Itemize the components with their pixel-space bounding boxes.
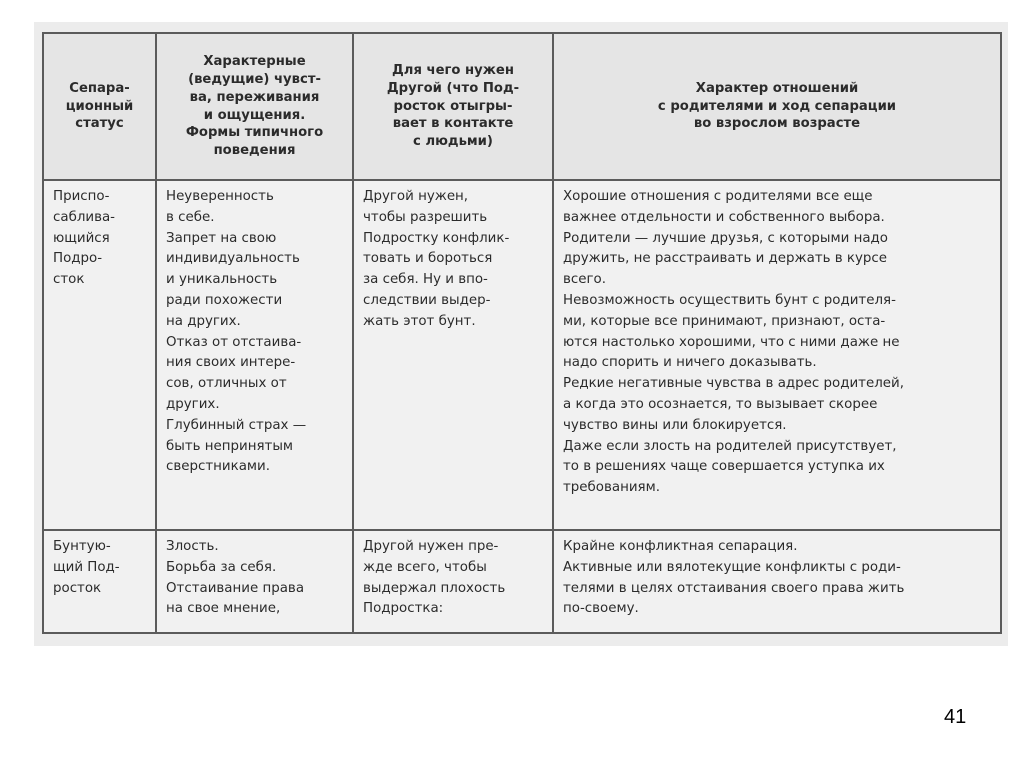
text-line: Отказ от отстаива-: [166, 334, 302, 350]
text-line: Подростка:: [363, 601, 444, 617]
header-status: [43, 33, 156, 180]
text-line: Родители — лучшие друзья, с которыми надо: [563, 230, 888, 246]
text-line: Другой (что Под-: [386, 80, 520, 96]
text-line: с людьми): [413, 134, 493, 150]
text-line: Бунтую-: [53, 539, 111, 554]
header-parent-relations: [553, 33, 1001, 180]
text-line: Запрет на свою: [166, 230, 277, 246]
text-line: важнее отдельности и собственного выбора.: [563, 209, 885, 225]
text-line: на других.: [166, 313, 241, 329]
text-line: (ведущие) чувст-: [188, 71, 321, 87]
text-line: сов, отличных от: [166, 376, 287, 392]
text-line: следствии выдер-: [363, 292, 491, 308]
text-line: телями в целях отстаивания своего права жить: [563, 580, 905, 596]
cell-parent-relations: [553, 530, 1001, 633]
text-line: ются настолько хорошими, что с ними даже не: [563, 334, 900, 350]
text-line: Формы типичного: [185, 125, 324, 141]
text-line: Сепара-: [69, 80, 130, 96]
text-line: Хорошие отношения с родителями все еще: [563, 189, 873, 204]
text-line: жать этот бунт.: [363, 313, 476, 329]
text-line: щий Под-: [53, 559, 120, 575]
text-line: с родителями и ход сепарации: [657, 98, 897, 114]
text-line: Приспо-: [53, 189, 110, 204]
text-line: Редкие негативные чувства в адрес родителей,: [563, 376, 904, 392]
text-line: индивидуальность: [166, 251, 300, 267]
text-line: ющийся: [53, 230, 110, 246]
text-line: ва, переживания: [189, 89, 320, 105]
cell-other-role: [353, 530, 553, 633]
page-number: 41: [944, 706, 967, 728]
text-line: дружить, не расстраивать и держать в курсе: [563, 251, 888, 267]
text-line: саблива-: [53, 209, 116, 225]
text-line: росток: [53, 580, 102, 596]
text-line: Даже если злость на родителей присутствует,: [563, 438, 897, 454]
header-other-role: [353, 33, 553, 180]
text-line: сверстниками.: [166, 459, 270, 475]
text-line: выдержал плохость: [363, 580, 506, 596]
text-line: Крайне конфликтная сепарация.: [563, 539, 798, 554]
text-line: вает в контакте: [392, 116, 514, 132]
text-line: в себе.: [166, 209, 215, 225]
text-line: ми, которые все принимают, признают, оста-: [563, 313, 886, 329]
text-line: товать и бороться: [363, 251, 493, 267]
text-line: всего.: [563, 272, 606, 288]
text-line: сток: [53, 272, 85, 288]
text-line: ради похожести: [166, 292, 283, 308]
text-line: Другой нужен пре-: [363, 539, 499, 554]
text-line: чтобы разрешить: [363, 209, 488, 225]
text-line: Другой нужен,: [363, 189, 469, 204]
text-line: Глубинный страх —: [166, 417, 307, 433]
text-line: росток отыгры-: [393, 98, 513, 114]
text-line: Отстаивание права: [166, 580, 305, 596]
text-line: Борьба за себя.: [166, 559, 277, 575]
text-line: надо спорить и ничего доказывать.: [563, 355, 817, 371]
text-line: во взрослом возрасте: [693, 116, 861, 132]
text-line: ния своих интере-: [166, 355, 296, 371]
table-header-row: [43, 33, 1001, 180]
text-line: Подростку конфлик-: [363, 230, 510, 246]
text-line: а когда это осознается, то вызывает скорее: [563, 396, 878, 412]
text-line: по-своему.: [563, 601, 639, 617]
text-line: Злость.: [166, 539, 219, 554]
text-line: и ощущения.: [203, 107, 306, 123]
cell-feelings: [156, 180, 353, 530]
text-line: за себя. Ну и впо-: [363, 272, 488, 288]
text-line: на свое мнение,: [166, 601, 281, 617]
header-feelings: [156, 33, 353, 180]
text-line: других.: [166, 396, 220, 412]
text-line: быть непринятым: [166, 438, 294, 454]
text-line: Характерные: [203, 54, 306, 70]
text-line: Неуверенность: [166, 189, 274, 204]
text-line: Активные или вялотекущие конфликты с роди-: [563, 559, 901, 575]
table-row: [43, 180, 1001, 530]
text-line: чувство вины или блокируется.: [563, 417, 787, 433]
cell-other-role: [353, 180, 553, 530]
text-line: ционный: [65, 98, 134, 114]
text-line: статус: [75, 116, 124, 132]
text-line: Характер отношений: [695, 80, 859, 96]
cell-status: [43, 180, 156, 530]
separation-status-table: [42, 32, 1002, 634]
text-line: то в решениях чаще совершается уступка их: [563, 459, 885, 475]
cell-parent-relations: [553, 180, 1001, 530]
text-line: требованиям.: [563, 480, 660, 496]
text-line: жде всего, чтобы: [363, 559, 487, 575]
cell-status: [43, 530, 156, 633]
text-line: Для чего нужен: [392, 63, 514, 78]
text-line: поведения: [213, 143, 296, 159]
table-row: [43, 530, 1001, 633]
text-line: Подро-: [53, 251, 103, 267]
cell-feelings: [156, 530, 353, 633]
text-line: и уникальность: [166, 272, 278, 288]
text-line: Невозможность осуществить бунт с родителя-: [563, 292, 896, 308]
